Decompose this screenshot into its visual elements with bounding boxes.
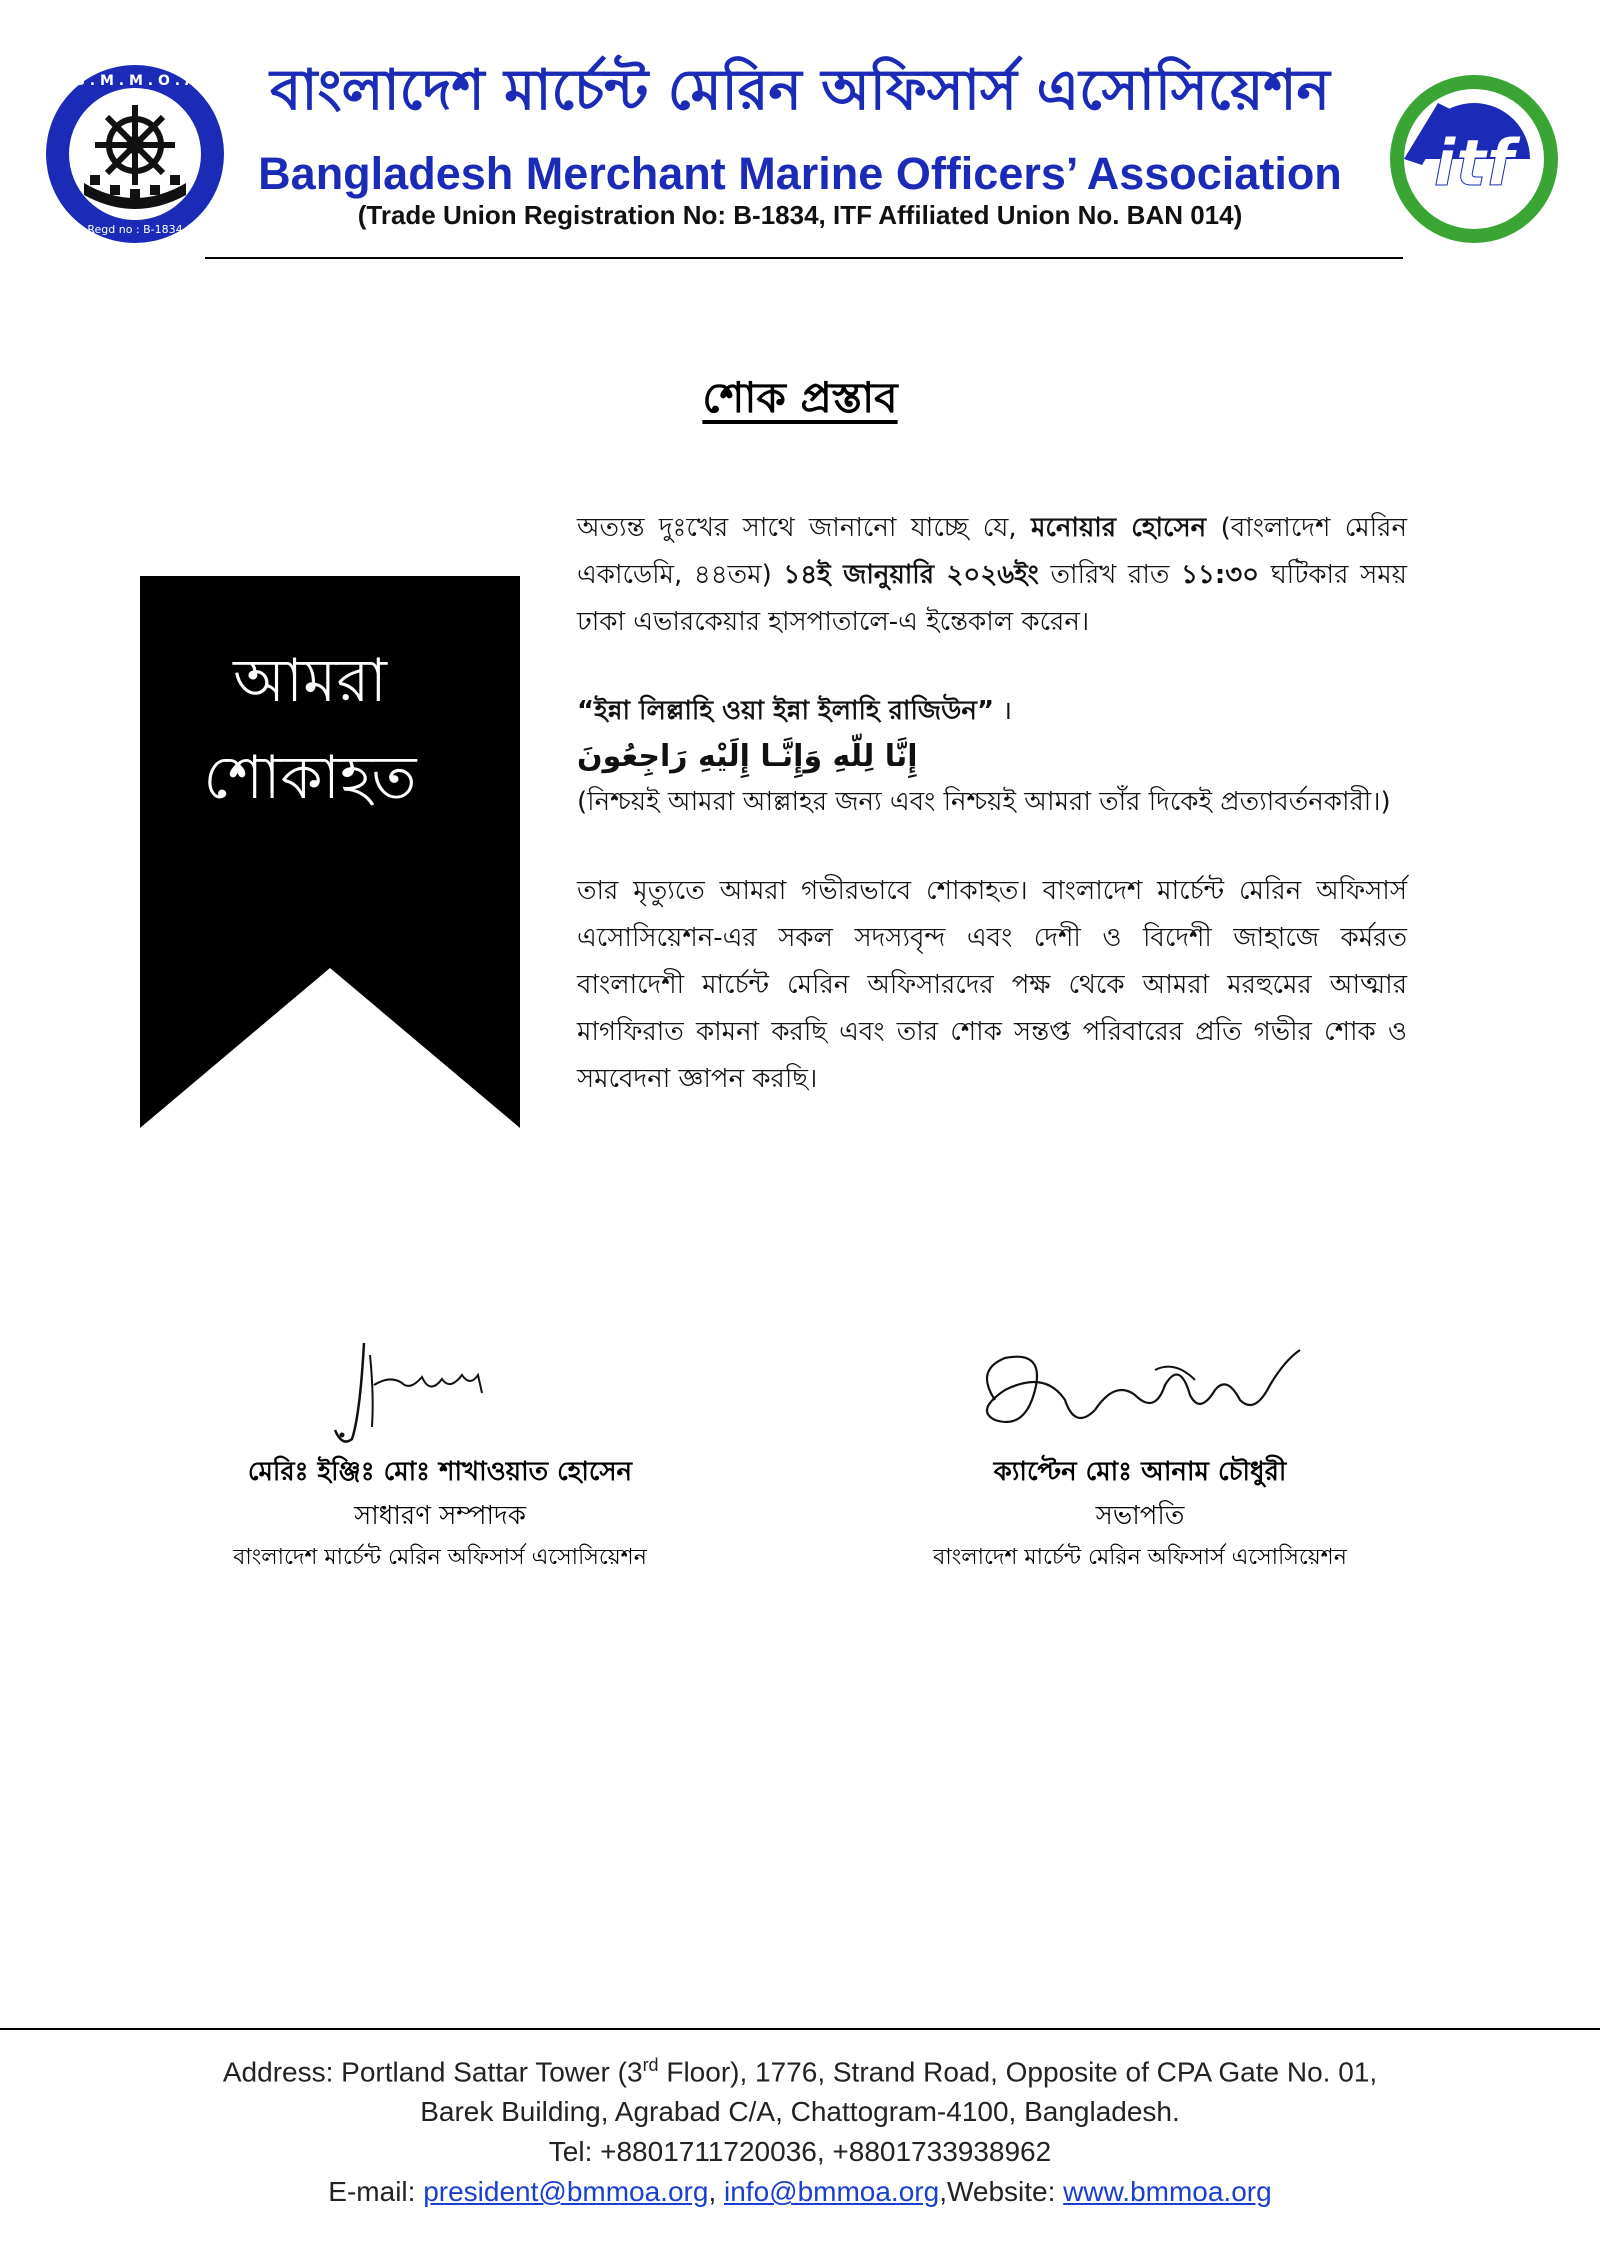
- mourning-ribbon: [140, 576, 520, 1128]
- document-title: শোক প্রস্তাব: [702, 373, 898, 422]
- ribbon-line-2: শোকাহত: [203, 743, 417, 813]
- signatory-general-secretary: [170, 1450, 710, 1578]
- signatory-name: মেরিঃ ইঞ্জিঃ মোঃ শাখাওয়াত হোসেন: [247, 1457, 633, 1487]
- registration-line: (Trade Union Registration No: B-1834, ITF Affiliated Union No. BAN 014): [357, 200, 1243, 230]
- signatory-org: বাংলাদেশ মার্চেন্ট মেরিন অফিসার্স এসোসিয়েশন: [933, 1545, 1347, 1570]
- separator: ,: [708, 2176, 724, 2208]
- announcement-end: ঘটিকার সময় ঢাকা এভারকেয়ার হাসপাতালে-এ ইন্তেকাল করেন।: [577, 560, 1407, 637]
- itf-logo-text: itf: [1433, 127, 1515, 201]
- website-link[interactable]: www.bmmoa.org: [1063, 2176, 1272, 2208]
- signature-general-secretary: [330, 1335, 510, 1450]
- condolence-body: [577, 505, 1407, 1103]
- itf-logo: [1388, 73, 1560, 245]
- signature-president: [965, 1340, 1325, 1450]
- paragraph-quote: [577, 688, 1407, 735]
- spacer: [577, 646, 1407, 688]
- address-superscript: rd: [642, 2055, 659, 2075]
- footer-address-line-2: Barek Building, Agrabad C/A, Chattogram-4100, Bangladesh.: [420, 2096, 1180, 2128]
- announcement-mid: তারিখ রাত: [1038, 560, 1182, 590]
- quote-bengali: “ইন্না লিল্লাহি ওয়া ইন্না ইলাহি রাজিউন”: [577, 696, 995, 726]
- death-date: ১৪ই জানুয়ারি ২০২৬ইং: [783, 560, 1039, 590]
- logo-ring-text: B . M . M . O . A: [74, 73, 196, 89]
- footer-divider: [0, 2028, 1600, 2030]
- announcement-intro: অত্যন্ত দুঃখের সাথে জানানো যাচ্ছে যে,: [577, 513, 1031, 543]
- footer-address-line-1: [100, 2045, 1500, 2092]
- deceased-name: মনোয়ার হোসেন: [1031, 513, 1207, 543]
- signatory-role: সভাপতি: [1095, 1501, 1185, 1531]
- org-name-bengali: বাংলাদেশ মার্চেন্ট মেরিন অফিসার্স এসোসিয়েশন: [270, 58, 1330, 123]
- footer-contact: [100, 2172, 1500, 2212]
- bmmoa-logo: [44, 63, 226, 245]
- quote-translation: (নিশ্চয়ই আমরা আল্লাহর জন্য এবং নিশ্চয়ই আমরা তাঁর দিকেই প্রত্যাবর্তনকারী।): [577, 787, 1391, 817]
- spacer: [577, 826, 1407, 868]
- footer: [100, 2045, 1500, 2212]
- death-time: ১১:৩০: [1181, 560, 1260, 590]
- signatory-president: [840, 1450, 1440, 1578]
- footer-telephone: Tel: +8801711720036, +8801733938962: [548, 2136, 1052, 2168]
- paragraph-announcement: [577, 505, 1407, 646]
- email-label: E-mail:: [328, 2176, 424, 2208]
- signatory-name: ক্যাপ্টেন মোঃ আনাম চৌধুরী: [993, 1457, 1287, 1487]
- org-name-english: Bangladesh Merchant Marine Officers’ Association: [258, 148, 1342, 199]
- quote-arabic: إِنَّا لِلّهِ وَإِنَّـا إِلَيْهِ رَاجِعُونَ: [577, 739, 918, 774]
- signatory-role: সাধারণ সম্পাদক: [354, 1501, 526, 1531]
- website-label: ,Website:: [939, 2176, 1064, 2208]
- signatory-org: বাংলাদেশ মার্চেন্ট মেরিন অফিসার্স এসোসিয়েশন: [233, 1545, 647, 1570]
- header-divider: [205, 257, 1403, 259]
- paragraph-condolence: তার মৃত্যুতে আমরা গভীরভাবে শোকাহত। বাংলাদেশ মার্চেন্ট মেরিন অফিসার্স এসোসিয়েশন-এর সকল সদস্যবৃন্দ এবং দেশী ও বিদেশী জাহাজে কর্মরত বাংলাদেশী মার্চেন্ট মেরিন অফিসারদের পক্ষ থেকে আমরা মরহুমের আত্মার মাগফিরাত কামনা করছি এবং তার শোক সন্তপ্ত পরিবারের প্রতি গভীর শোক ও সমবেদনা জ্ঞাপন করছি।: [577, 876, 1407, 1094]
- email-link-president[interactable]: president@bmmoa.org: [423, 2176, 709, 2208]
- address-part: Floor), 1776, Strand Road, Opposite of CPA Gate No. 01,: [658, 2056, 1378, 2088]
- logo-regd-text: Regd no : B-1834: [87, 223, 183, 236]
- ribbon-line-1: আমরা: [233, 646, 387, 716]
- email-link-info[interactable]: info@bmmoa.org: [724, 2176, 940, 2208]
- quote-end: ।: [1002, 696, 1013, 726]
- announcement-affiliation: (বাংলাদেশ মেরিন একাডেমি, ৪৪তম): [577, 513, 1407, 590]
- address-part: Address: Portland Sattar Tower (3: [222, 2056, 643, 2088]
